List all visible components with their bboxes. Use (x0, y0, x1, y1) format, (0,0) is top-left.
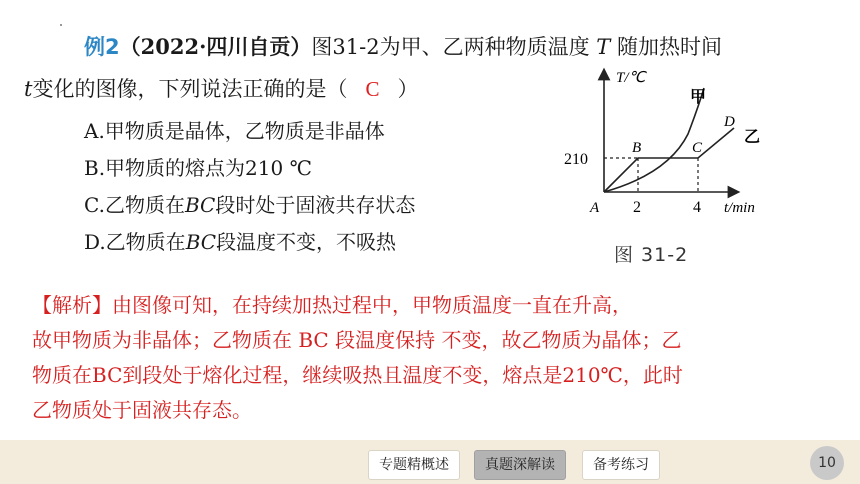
point-a-label: A (590, 200, 600, 216)
option-c: C.乙物质在BC段时处于固液共存状态 (84, 193, 416, 217)
option-d: D.乙物质在BC段温度不变，不吸热 (84, 230, 397, 254)
curve-jia-label: 甲 (690, 87, 707, 106)
x-axis-label: t/min (724, 200, 755, 216)
stem-text-3: 变化的图像，下列说法正确的是（ (32, 77, 348, 101)
page-number: 10 (810, 446, 844, 480)
point-d-label: D (724, 114, 735, 130)
stem-text-1: 图31-2为甲、乙两种物质温度 (311, 35, 597, 59)
option-b: B.甲物质的熔点为210 ℃ (84, 156, 312, 180)
example-number: 例2 (84, 35, 120, 59)
nav-practice-button[interactable]: 备考练习 (582, 450, 660, 480)
question-source: （2022·四川自贡） (119, 34, 312, 59)
stem-var-T: T (596, 35, 611, 59)
stem-text-2: 随加热时间 (610, 35, 722, 59)
analysis-line-1: 【解析】由图像可知，在持续加热过程中，甲物质温度一直在升高， (32, 293, 632, 317)
graph-caption: 图 31-2 (614, 244, 689, 266)
answer-mark: C (365, 77, 380, 101)
question-stem-line1 (24, 32, 722, 62)
analysis-line-4: 乙物质处于固液共存态。 (32, 398, 252, 422)
stem-close: ） (397, 77, 419, 101)
decor-dot (60, 24, 62, 26)
x-tick-2: 2 (633, 199, 641, 216)
analysis-line-3: 物质在BC到段处于熔化过程，继续吸热且温度不变，熔点是210℃，此时 (32, 363, 683, 387)
point-b-label: B (632, 140, 642, 156)
point-c-label: C (692, 140, 703, 156)
x-tick-4: 4 (693, 199, 701, 216)
question-stem-line2 (24, 74, 418, 104)
y-tick-210: 210 (564, 151, 588, 168)
nav-overview-button[interactable]: 专题精概述 (368, 450, 460, 480)
curve-yi-label: 乙 (744, 127, 761, 146)
stem-var-t: t (24, 77, 33, 101)
analysis-block (32, 288, 832, 428)
option-a: A.甲物质是晶体，乙物质是非晶体 (84, 119, 385, 143)
y-axis-label: T/℃ (616, 70, 646, 86)
temperature-time-graph (558, 64, 798, 224)
nav-exam-analysis-button[interactable]: 真题深解读 (474, 450, 566, 480)
footer-bar (0, 440, 860, 484)
analysis-line-2: 故甲物质为非晶体；乙物质在 BC 段温度保持 不变，故乙物质为晶体；乙 (32, 328, 682, 352)
